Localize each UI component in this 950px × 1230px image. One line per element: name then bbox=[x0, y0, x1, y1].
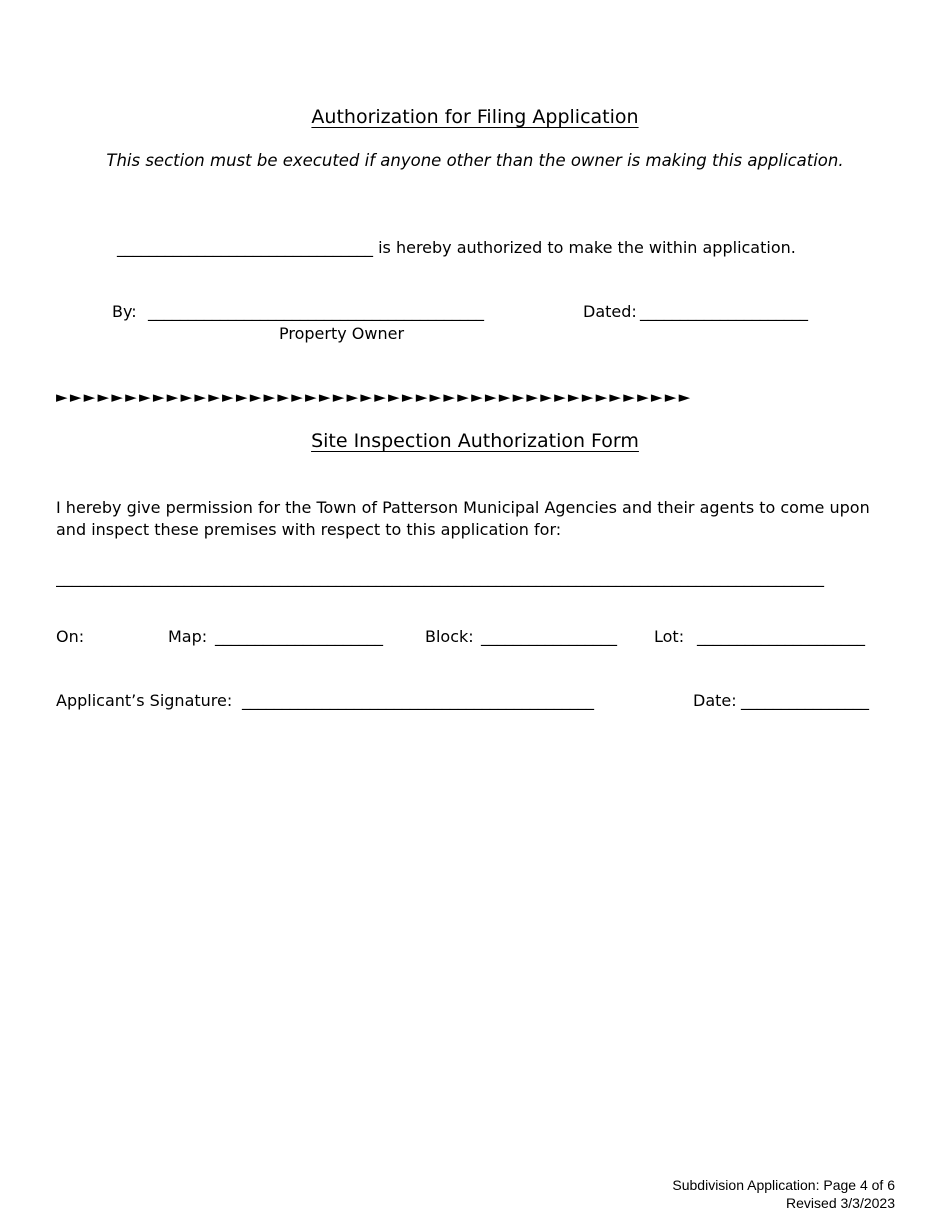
arrow-divider: ►►►►►►►►►►►►►►►►►►►►►►►►►►►►►►►►►►►►►►►►►►►►►► bbox=[56, 388, 693, 406]
signature-blank: ____________________________________________ bbox=[242, 691, 594, 710]
by-signature-blank: __________________________________________ bbox=[148, 302, 484, 321]
footer-revised: Revised 3/3/2023 bbox=[786, 1195, 895, 1211]
signature-label: Applicant’s Signature: bbox=[56, 691, 233, 710]
by-label: By: bbox=[112, 302, 137, 321]
map-blank: _____________________ bbox=[215, 627, 383, 646]
lot-label: Lot: bbox=[654, 627, 685, 646]
property-owner-caption: Property Owner bbox=[279, 324, 405, 343]
authorized-line: ________________________________ is hereby authorized to make the within application. bbox=[117, 238, 796, 257]
map-label: Map: bbox=[168, 627, 208, 646]
lot-blank: _____________________ bbox=[697, 627, 865, 646]
permission-text-line2: and inspect these premises with respect to this application for: bbox=[56, 520, 562, 539]
on-label: On: bbox=[56, 627, 85, 646]
site-section-title: Site Inspection Authorization Form bbox=[311, 430, 639, 452]
dated-label: Dated: bbox=[583, 302, 637, 321]
block-label: Block: bbox=[425, 627, 474, 646]
permission-text-line1: I hereby give permission for the Town of Patterson Municipal Agencies and their agents to come upon bbox=[56, 498, 870, 517]
date-blank: ________________ bbox=[741, 691, 869, 710]
auth-section-note: This section must be executed if anyone other than the owner is making this application. bbox=[106, 151, 844, 170]
application-purpose-blank: ________________________________________________________________________________________________ bbox=[56, 568, 824, 587]
block-blank: _________________ bbox=[481, 627, 617, 646]
date-label: Date: bbox=[693, 691, 737, 710]
dated-blank: _____________________ bbox=[640, 302, 808, 321]
auth-section-title: Authorization for Filing Application bbox=[311, 106, 639, 128]
page-footer bbox=[672, 1176, 895, 1212]
footer-page-info: Subdivision Application: Page 4 of 6 bbox=[672, 1177, 895, 1193]
